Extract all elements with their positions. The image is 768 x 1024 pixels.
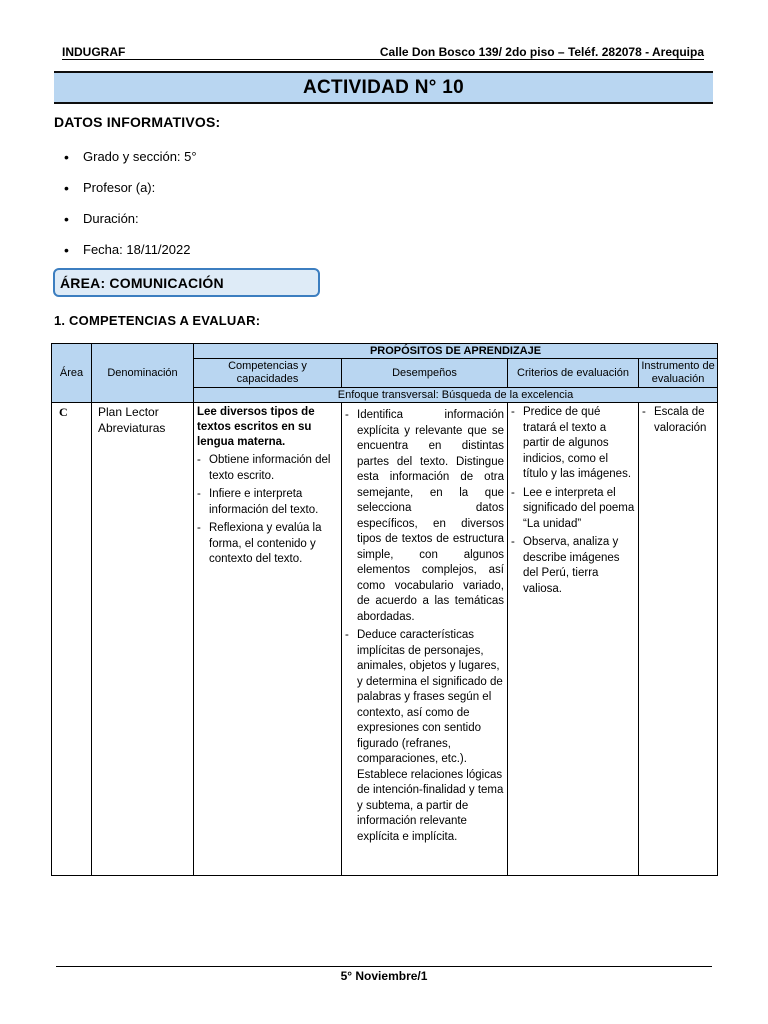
capacidad-item: - Obtiene información del texto escrito.: [197, 454, 331, 482]
header-company: INDUGRAF: [62, 45, 126, 59]
col-competencias-header: Competencias y capacidades: [194, 359, 342, 388]
denominacion-line: Abreviaturas: [98, 420, 166, 435]
datos-item: • Grado y sección: 5°: [64, 148, 197, 165]
col-instrumento-header: Instrumento de evaluación: [639, 359, 718, 388]
cell-denominacion: [92, 403, 194, 876]
page-header: [62, 43, 704, 60]
datos-item: • Duración:: [64, 210, 139, 227]
bullet-icon: •: [64, 210, 69, 227]
cell-desempenos: [342, 403, 508, 876]
denominacion-line: Plan Lector: [98, 405, 159, 419]
datos-item: • Profesor (a):: [64, 179, 156, 196]
bullet-icon: •: [64, 241, 69, 258]
col-criterios-header: Criterios de evaluación: [508, 359, 639, 388]
col-desempenos-header: Desempeños: [342, 359, 508, 388]
cell-competencias: [194, 403, 342, 876]
desempeno-item: - Deduce características implícitas de personajes, animales, objetos y lugares, y determina el significado de palabras y frases según el contexto, así como de expresiones con sentido figurado (refranes, comparaciones, etc.). Establece relaciones lógicas de intención-finalidad y tema y subtema, a partir de información relevante explícita e implícita.: [345, 629, 504, 843]
area-label: ÁREA: COMUNICACIÓN: [53, 268, 320, 297]
cell-instrumento: [639, 403, 718, 876]
cell-area: C: [52, 403, 92, 876]
capacidad-item: - Reflexiona y evalúa la forma, el contenido y contexto del texto.: [197, 522, 322, 565]
competencia-title: Lee diversos tipos de textos escritos en su lengua materna.: [197, 406, 315, 448]
desempeno-item: - Identifica información explícita y relevante que se encuentra en distintas partes del texto. Distingue esta información de otra semejante, en la que selecciona datos específicos, en diversos tipos de textos de estructura simple, con algunos elementos complejos, así como vocabulario variado, de acuerdo a las temáticas abordadas.: [345, 409, 504, 623]
col-denominacion-header: Denominación: [92, 344, 194, 403]
datos-item: • Fecha: 18/11/2022: [64, 241, 191, 258]
enfoque-header: Enfoque transversal: Búsqueda de la excelencia: [194, 388, 718, 403]
activity-title: ACTIVIDAD N° 10: [54, 71, 713, 104]
header-address: Calle Don Bosco 139/ 2do piso – Teléf. 282078 - Arequipa: [379, 45, 704, 59]
col-area-header: Área: [52, 344, 92, 403]
bullet-icon: •: [64, 148, 69, 165]
footer-divider: [56, 966, 712, 967]
criterio-item: - Predice de qué tratará el texto a partir de algunos indicios, como el título y las imágenes.: [511, 406, 632, 480]
criterio-item: - Observa, analiza y describe imágenes del Perú, tierra valiosa.: [511, 536, 620, 595]
propositos-header: PROPÓSITOS DE APRENDIZAJE: [194, 344, 718, 359]
page-footer: 5° Noviembre/1: [340, 969, 428, 983]
criterio-item: - Lee e interpreta el significado del poema “La unidad”: [511, 486, 635, 530]
cell-criterios: [508, 403, 639, 876]
competencias-table: [51, 343, 717, 876]
capacidad-item: - Infiere e interpreta información del texto.: [197, 488, 319, 516]
datos-heading: DATOS INFORMATIVOS:: [54, 114, 221, 130]
datos-list: [64, 141, 197, 265]
instrumento-item: - Escala de valoración: [642, 406, 707, 434]
competencias-heading: 1. COMPETENCIAS A EVALUAR:: [54, 313, 261, 328]
bullet-icon: •: [64, 179, 69, 196]
table-row: [52, 403, 718, 876]
